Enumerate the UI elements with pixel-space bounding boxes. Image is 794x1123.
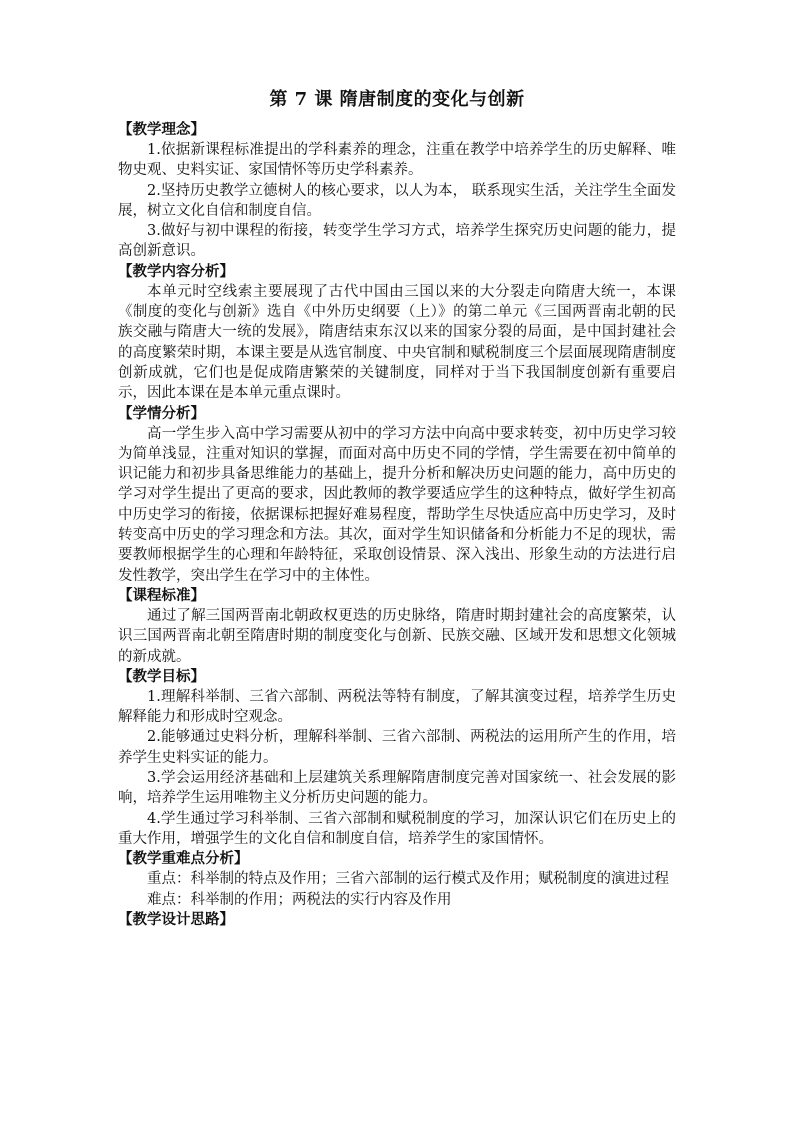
section-student-analysis — [118, 404, 676, 586]
section-curriculum-standard — [118, 586, 676, 667]
section-key-difficult-points — [118, 849, 676, 910]
section-content-analysis — [118, 262, 676, 404]
paragraph: 1.依据新课程标准提出的学科素养的理念，注重在教学中培养学生的历史解释、唯物史观、史料实证、家国情怀等历史学科素养。 — [118, 142, 676, 179]
section-heading: 【教学内容分析】 — [118, 262, 234, 280]
paragraph: 2.能够通过史料分析，理解科举制、三省六部制、两税法的运用所产生的作用，培养学生史料实证的能力。 — [118, 729, 676, 766]
paragraph: 3.做好与初中课程的衔接，转变学生学习方式，培养学生探究历史问题的能力，提高创新意识。 — [118, 223, 676, 260]
paragraph: 本单元时空线索主要展现了古代中国由三国以来的大分裂走向隋唐大统一，本课《制度的变化与创新》选自《中外历史纲要（上）》的第二单元《三国两晋南北朝的民族交融与隋唐大一统的发展》，隋唐结束东汉以来的国家分裂的局面，是中国封建社会的高度繁荣时期，本课主要是从选官制度、中央官制和赋税制度三个层面展现隋唐制度创新成就，它们也是促成隋唐繁荣的关键制度，同样对于当下我国制度创新有重要启示，因此本课在是本单元重点课时。 — [118, 283, 676, 402]
section-teaching-philosophy — [118, 120, 676, 262]
paragraph: 高一学生步入高中学习需要从初中的学习方法中向高中要求转变，初中历史学习较为简单浅显，注重对知识的掌握，而面对高中历史不同的学情，学生需要在初中简单的识记能力和初步具备思维能力的基础上，提升分析和解决历史问题的能力，高中历史的学习对学生提出了更高的要求，因此教师的教学要适应学生的这种特点，做好学生初高中历史学习的衔接，依据课标把握好难易程度，帮助学生尽快适应高中历史学习，及时转变高中历史的学习理念和方法。其次，面对学生知识储备和分析能力不足的现状，需要教师根据学生的心理和年龄特征，采取创设情景、深入浅出、形象生动的方法进行启发性教学，突出学生在学习中的主体性。 — [118, 425, 676, 584]
paragraph: 4.学生通过学习科举制、三省六部制和赋税制度的学习，加深认识它们在历史上的重大作用，增强学生的文化自信和制度自信，培养学生的家国情怀。 — [118, 810, 676, 847]
section-heading: 【教学理念】 — [118, 121, 205, 138]
paragraph: 重点：科举制的特点及作用；三省六部制的运行模式及作用；赋税制度的演进过程 — [147, 871, 669, 888]
paragraph: 难点：科举制的作用；两税法的实行内容及作用 — [147, 891, 452, 908]
section-heading: 【教学重难点分析】 — [118, 850, 249, 868]
paragraph: 通过了解三国两晋南北朝政权更迭的历史脉络，隋唐时期封建社会的高度繁荣，认识三国两晋南北朝至隋唐时期的制度变化与创新、民族交融、区域开发和思想文化领城的新成就。 — [118, 607, 676, 665]
section-heading: 【教学设计思路】 — [118, 910, 234, 928]
section-design-ideas — [118, 910, 676, 930]
section-heading: 【课程标准】 — [118, 586, 205, 604]
section-teaching-objectives — [118, 667, 676, 849]
page-title: 第 7 课 隋唐制度的变化与创新 — [269, 89, 525, 110]
paragraph: 2.坚持历史教学立德树人的核心要求，以人为本， 联系现实生活，关注学生全面发展，树立文化自信和制度自信。 — [118, 182, 676, 219]
document-body — [118, 88, 676, 930]
paragraph: 3.学会运用经济基础和上层建筑关系理解隋唐制度完善对国家统一、社会发展的影响，培养学生运用唯物主义分析历史问题的能力。 — [118, 770, 676, 807]
paragraph: 1.理解科举制、三省六部制、两税法等特有制度，了解其演变过程，培养学生历史解释能力和形成时空观念。 — [118, 688, 676, 726]
section-heading: 【学情分析】 — [118, 404, 205, 422]
section-heading: 【教学目标】 — [118, 667, 205, 685]
